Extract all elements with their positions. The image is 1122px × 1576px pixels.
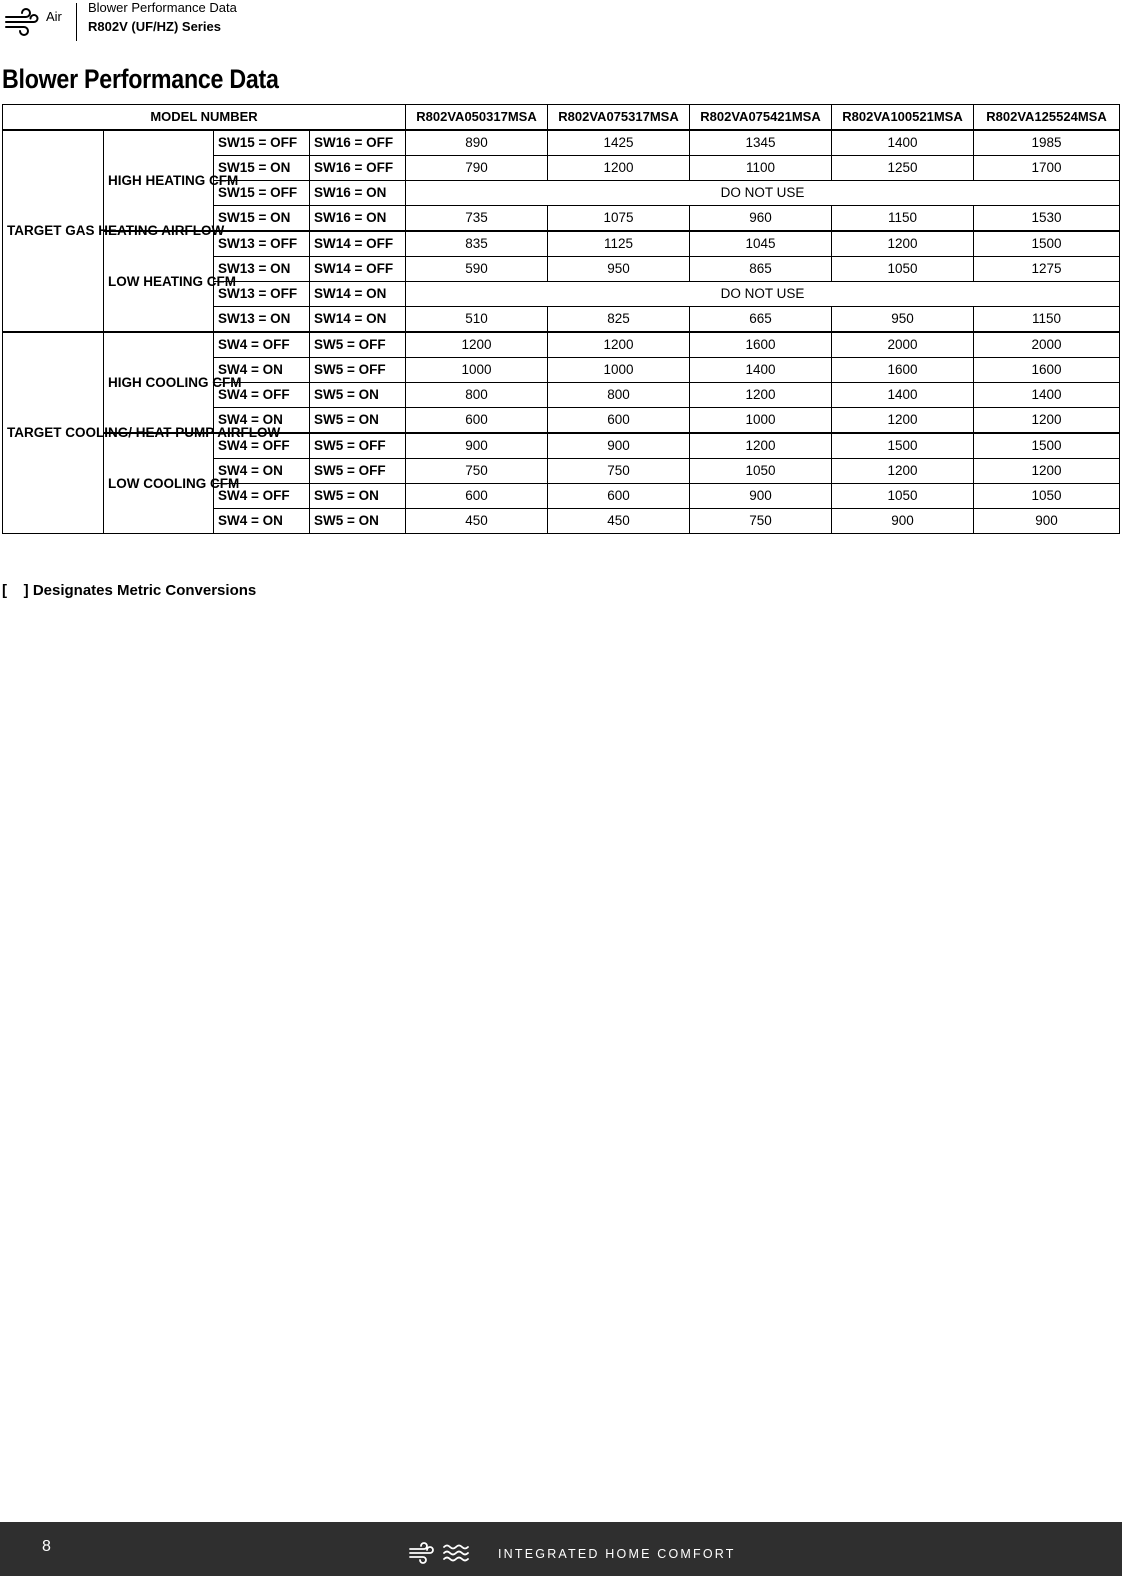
cfm-value-cell: 1050 [832,257,974,282]
cfm-value-cell: 1400 [690,358,832,383]
footer-brand: INTEGRATED HOME COMFORT [498,1547,736,1561]
cfm-value-cell: 1250 [832,156,974,181]
cfm-value-cell: 2000 [832,332,974,358]
cfm-value-cell: 1530 [974,206,1120,232]
switch-setting: SW5 = ON [310,383,406,408]
table-row [3,130,1120,156]
model-header: R802VA075421MSA [690,105,832,131]
switch-setting: SW4 = ON [214,358,310,383]
switch-setting: SW4 = OFF [214,484,310,509]
cfm-value-cell: 600 [548,484,690,509]
cfm-value-cell: 600 [406,484,548,509]
switch-setting: SW16 = ON [310,206,406,232]
cfm-value-cell: 1700 [974,156,1120,181]
cfm-value-cell: 1000 [548,358,690,383]
cfm-value-cell: 950 [548,257,690,282]
cfm-value-cell: 1050 [832,484,974,509]
cfm-value-cell: 750 [548,459,690,484]
airflow-group-label: TARGET COOLING/ HEAT-PUMP AIRFLOW [3,332,104,534]
cfm-value-cell: 1400 [974,383,1120,408]
switch-setting: SW13 = OFF [214,231,310,257]
model-header: R802VA100521MSA [832,105,974,131]
switch-setting: SW4 = ON [214,459,310,484]
switch-setting: SW16 = ON [310,181,406,206]
switch-setting: SW4 = OFF [214,383,310,408]
cfm-value-cell: 900 [548,433,690,459]
cfm-value-cell: 900 [974,509,1120,534]
switch-setting: SW5 = OFF [310,433,406,459]
airflow-group-label: TARGET GAS HEATING AIRFLOW [3,130,104,332]
switch-setting: SW5 = OFF [310,332,406,358]
switch-setting: SW4 = OFF [214,433,310,459]
switch-setting: SW15 = OFF [214,181,310,206]
switch-setting: SW15 = ON [214,206,310,232]
cfm-value-cell: 1200 [832,231,974,257]
cfm-value-cell: 1125 [548,231,690,257]
page-number: 8 [42,1538,51,1555]
cfm-value-cell: 1100 [690,156,832,181]
cfm-subgroup-label: HIGH HEATING CFM [104,130,214,231]
metric-conversion-note: [ ] Designates Metric Conversions [2,582,257,599]
cfm-value-cell: 1275 [974,257,1120,282]
switch-setting: SW14 = OFF [310,257,406,282]
cfm-value-cell: 1200 [406,332,548,358]
cfm-value-cell: 600 [406,408,548,434]
cfm-value-cell: 1200 [832,459,974,484]
cfm-value-cell: 1200 [548,156,690,181]
cfm-value-cell: 1000 [690,408,832,434]
wind-icon [4,9,40,35]
model-number-header: MODEL NUMBER [3,105,406,131]
cfm-value-cell: 1600 [974,358,1120,383]
switch-setting: SW4 = OFF [214,332,310,358]
page-title: Blower Performance Data [2,64,279,94]
cfm-value-cell: 1500 [974,231,1120,257]
cfm-value-cell: 865 [690,257,832,282]
cfm-value-cell: 2000 [974,332,1120,358]
switch-setting: SW16 = OFF [310,130,406,156]
cfm-value-cell: 790 [406,156,548,181]
cfm-value-cell: 1400 [832,383,974,408]
cfm-value-cell: 1075 [548,206,690,232]
cfm-value-cell: 835 [406,231,548,257]
cfm-value-cell: 890 [406,130,548,156]
cfm-value-cell: 750 [690,509,832,534]
switch-setting: SW13 = ON [214,307,310,333]
switch-setting: SW15 = ON [214,156,310,181]
header-section: Air [46,9,62,24]
cfm-value-cell: 825 [548,307,690,333]
switch-setting: SW4 = ON [214,408,310,434]
cfm-value-cell: 1200 [690,433,832,459]
model-header: R802VA050317MSA [406,105,548,131]
cfm-value-cell: 900 [406,433,548,459]
cfm-value-cell: 1200 [548,332,690,358]
cfm-value-cell: 1345 [690,130,832,156]
cfm-value-cell: 1425 [548,130,690,156]
cfm-value-cell: 1200 [974,459,1120,484]
header-doc-title: Blower Performance Data [88,0,237,15]
switch-setting: SW16 = OFF [310,156,406,181]
cfm-value-cell: 735 [406,206,548,232]
cfm-value-cell: 1500 [974,433,1120,459]
table-row [3,332,1120,358]
model-header: R802VA125524MSA [974,105,1120,131]
cfm-value-cell: 600 [548,408,690,434]
cfm-value-cell: 665 [690,307,832,333]
cfm-value-cell: 1600 [690,332,832,358]
header-divider [76,3,77,41]
cfm-value-cell: 1200 [974,408,1120,434]
cfm-value-cell: 590 [406,257,548,282]
switch-setting: SW14 = OFF [310,231,406,257]
cfm-value-cell: 450 [548,509,690,534]
switch-setting: SW13 = ON [214,257,310,282]
switch-setting: SW4 = ON [214,509,310,534]
cfm-value-cell: 1150 [974,307,1120,333]
cfm-value-cell: 960 [690,206,832,232]
cfm-value-cell: 800 [406,383,548,408]
cfm-subgroup-label: LOW COOLING CFM [104,433,214,534]
page-footer [0,1522,1122,1576]
page-header [0,0,1122,44]
wind-water-logo-icon [408,1542,478,1564]
cfm-value-cell: 1200 [832,408,974,434]
switch-setting: SW5 = ON [310,484,406,509]
cfm-value-cell: 750 [406,459,548,484]
cfm-value-cell: 800 [548,383,690,408]
switch-setting: SW14 = ON [310,282,406,307]
do-not-use-cell: DO NOT USE [406,282,1120,307]
cfm-value-cell: 450 [406,509,548,534]
cfm-value-cell: 1600 [832,358,974,383]
table-header-row [3,105,1120,131]
cfm-subgroup-label: LOW HEATING CFM [104,231,214,332]
cfm-value-cell: 1150 [832,206,974,232]
cfm-value-cell: 900 [690,484,832,509]
cfm-value-cell: 1985 [974,130,1120,156]
switch-setting: SW5 = OFF [310,358,406,383]
cfm-subgroup-label: HIGH COOLING CFM [104,332,214,433]
cfm-value-cell: 1050 [690,459,832,484]
blower-performance-table [2,104,1120,534]
model-header: R802VA075317MSA [548,105,690,131]
cfm-value-cell: 1045 [690,231,832,257]
switch-setting: SW14 = ON [310,307,406,333]
cfm-value-cell: 1500 [832,433,974,459]
switch-setting: SW5 = ON [310,509,406,534]
table-body [3,130,1120,534]
cfm-value-cell: 1400 [832,130,974,156]
switch-setting: SW13 = OFF [214,282,310,307]
cfm-value-cell: 510 [406,307,548,333]
do-not-use-cell: DO NOT USE [406,181,1120,206]
cfm-value-cell: 1050 [974,484,1120,509]
cfm-value-cell: 950 [832,307,974,333]
switch-setting: SW5 = OFF [310,459,406,484]
switch-setting: SW5 = ON [310,408,406,434]
cfm-value-cell: 900 [832,509,974,534]
cfm-value-cell: 1200 [690,383,832,408]
switch-setting: SW15 = OFF [214,130,310,156]
header-series: R802V (UF/HZ) Series [88,19,221,34]
cfm-value-cell: 1000 [406,358,548,383]
